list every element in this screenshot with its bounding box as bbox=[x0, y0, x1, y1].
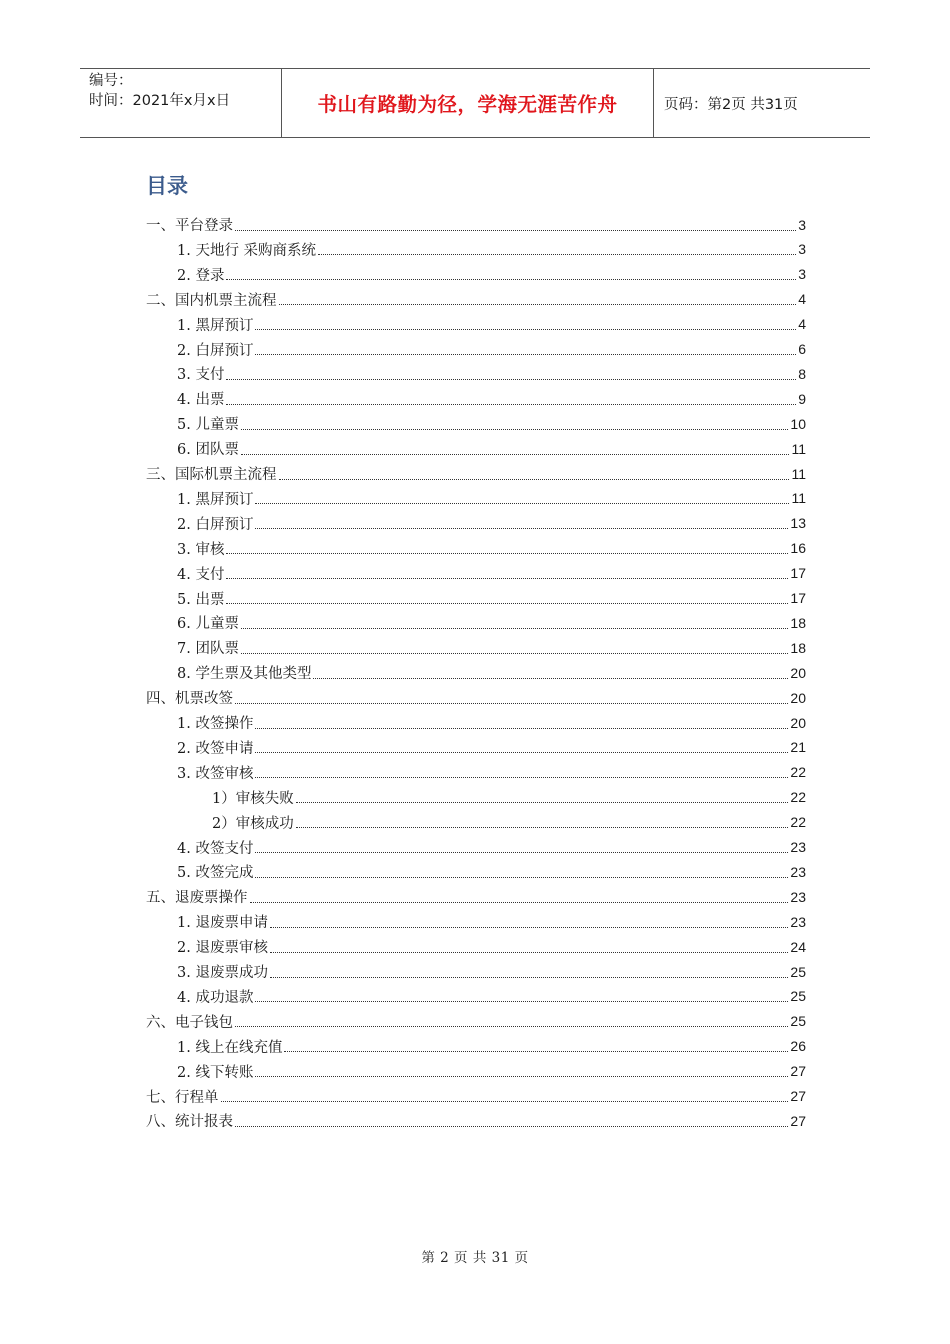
toc-entry[interactable] bbox=[177, 635, 806, 660]
toc-dot-leader bbox=[255, 851, 788, 853]
toc-entry[interactable] bbox=[177, 586, 806, 611]
toc-entry-label: 6. 儿童票 bbox=[177, 616, 239, 633]
toc-entry-page: 4 bbox=[798, 316, 806, 333]
toc-entry-page: 24 bbox=[790, 938, 806, 955]
header-motto: 书山有路勤为径，学海无涯苦作舟 bbox=[281, 69, 654, 137]
toc-entry-page: 9 bbox=[798, 390, 806, 407]
toc-entry-label: 6. 团队票 bbox=[177, 442, 239, 459]
toc-entry-page: 25 bbox=[790, 1013, 806, 1030]
toc-entry[interactable] bbox=[146, 461, 806, 486]
toc-entry-page: 27 bbox=[790, 1112, 806, 1129]
toc-entry-label: 5. 出票 bbox=[177, 591, 225, 608]
toc-dot-leader bbox=[255, 776, 788, 778]
document-number-label: 编号： bbox=[89, 73, 133, 89]
toc-entry[interactable] bbox=[177, 710, 806, 735]
toc-entry-page: 21 bbox=[790, 739, 806, 756]
toc-entry-page: 11 bbox=[791, 465, 806, 482]
toc-entry-page: 23 bbox=[790, 913, 806, 930]
toc-entry-label: 八、统计报表 bbox=[146, 1114, 233, 1131]
toc-entry[interactable] bbox=[177, 934, 806, 959]
toc-entry[interactable] bbox=[177, 610, 806, 635]
toc-dot-leader bbox=[235, 702, 788, 704]
toc-entry-label: 1. 线上在线充值 bbox=[177, 1039, 283, 1056]
toc-dot-leader bbox=[270, 976, 788, 978]
toc-entry-page: 8 bbox=[798, 365, 806, 382]
toc-entry[interactable] bbox=[146, 1108, 806, 1133]
toc-entry[interactable] bbox=[146, 287, 806, 312]
toc-dot-leader bbox=[284, 1050, 788, 1052]
toc-dot-leader bbox=[255, 727, 788, 729]
toc-entry[interactable] bbox=[146, 685, 806, 710]
toc-entry[interactable] bbox=[177, 561, 806, 586]
toc-dot-leader bbox=[318, 253, 796, 255]
toc-entry-label: 8. 学生票及其他类型 bbox=[177, 666, 312, 683]
toc-dot-leader bbox=[255, 353, 796, 355]
toc-entry-label: 六、电子钱包 bbox=[146, 1014, 233, 1031]
toc-entry-label: 二、国内机票主流程 bbox=[146, 292, 277, 309]
toc-dot-leader bbox=[255, 328, 796, 330]
toc-entry-page: 20 bbox=[790, 714, 806, 731]
toc-dot-leader bbox=[255, 876, 788, 878]
toc-dot-leader bbox=[270, 926, 788, 928]
toc-entry-label: 1. 退废票申请 bbox=[177, 915, 268, 932]
toc-entry[interactable] bbox=[177, 909, 806, 934]
toc-entry-label: 一、平台登录 bbox=[146, 218, 233, 234]
page-footer: 第 2 页 共 31 页 bbox=[421, 1250, 529, 1266]
toc-entry-label: 2. 登录 bbox=[177, 267, 225, 284]
header-page-info: 页码：第2页 共31页 bbox=[664, 96, 798, 113]
toc-dot-leader bbox=[241, 627, 788, 629]
toc-entry[interactable] bbox=[177, 386, 806, 411]
toc-entry-page: 18 bbox=[790, 614, 806, 631]
toc-entry-label: 2. 白屏预订 bbox=[177, 342, 254, 359]
toc-title: 目录 bbox=[146, 174, 188, 198]
toc-entry[interactable] bbox=[177, 835, 806, 860]
toc-entry-page: 20 bbox=[790, 664, 806, 681]
toc-entry-label: 2. 白屏预订 bbox=[177, 516, 254, 533]
toc-dot-leader bbox=[279, 478, 790, 480]
toc-entry-label: 五、退废票操作 bbox=[146, 890, 248, 907]
header-meta bbox=[80, 69, 281, 137]
toc-dot-leader bbox=[235, 229, 796, 231]
toc-dot-leader bbox=[255, 751, 788, 753]
toc-entry-page: 6 bbox=[798, 341, 806, 357]
toc-entry-label: 2. 改签申请 bbox=[177, 740, 254, 757]
toc-entry[interactable] bbox=[177, 1034, 806, 1059]
toc-dot-leader bbox=[226, 403, 796, 405]
toc-dot-leader bbox=[255, 1075, 788, 1077]
toc-entry-page: 20 bbox=[790, 689, 806, 706]
page-header bbox=[80, 68, 870, 138]
toc-entry-label: 7. 团队票 bbox=[177, 641, 239, 658]
toc-entry-page: 22 bbox=[790, 789, 806, 806]
toc-entry-page: 22 bbox=[790, 764, 806, 781]
toc-dot-leader bbox=[279, 303, 797, 305]
toc-entry[interactable] bbox=[212, 785, 806, 810]
toc-dot-leader bbox=[241, 453, 790, 455]
toc-entry-label: 2. 线下转账 bbox=[177, 1064, 254, 1081]
toc-entry-label: 1）审核失败 bbox=[212, 790, 294, 807]
toc-entry[interactable] bbox=[146, 1009, 806, 1034]
toc-entry-page: 13 bbox=[790, 515, 806, 532]
toc-dot-leader bbox=[255, 527, 788, 529]
toc-entry-label: 三、国际机票主流程 bbox=[146, 467, 277, 483]
toc-entry-label: 3. 退废票成功 bbox=[177, 965, 268, 981]
toc-entry-page: 3 bbox=[798, 241, 806, 258]
toc-entry-label: 四、机票改签 bbox=[146, 691, 233, 708]
toc-entry[interactable] bbox=[146, 1084, 806, 1109]
toc-entry-page: 11 bbox=[791, 440, 806, 457]
toc-dot-leader bbox=[221, 1100, 789, 1102]
toc-entry-label: 5. 改签完成 bbox=[177, 865, 254, 882]
toc-entry[interactable] bbox=[177, 984, 806, 1009]
toc-entry-label: 4. 改签支付 bbox=[177, 840, 254, 857]
toc-entry[interactable] bbox=[177, 486, 806, 511]
toc-entry-page: 17 bbox=[790, 565, 806, 582]
toc-entry-page: 16 bbox=[790, 540, 806, 557]
toc-dot-leader bbox=[296, 801, 789, 803]
toc-entry-label: 2. 退废票审核 bbox=[177, 940, 268, 957]
toc-dot-leader bbox=[226, 552, 788, 554]
toc-entry-page: 25 bbox=[790, 963, 806, 980]
toc-entry[interactable] bbox=[177, 735, 806, 760]
toc-entry[interactable] bbox=[212, 810, 806, 835]
toc-entry[interactable] bbox=[177, 411, 806, 436]
toc-entry-label: 1. 天地行 采购商系统 bbox=[177, 242, 317, 259]
toc-dot-leader bbox=[241, 652, 788, 654]
toc-dot-leader bbox=[270, 951, 788, 953]
toc-dot-leader bbox=[250, 901, 789, 903]
toc-entry-page: 23 bbox=[790, 839, 806, 855]
toc-dot-leader bbox=[296, 826, 789, 828]
toc-entry-page: 18 bbox=[790, 639, 806, 656]
toc-entry[interactable] bbox=[177, 312, 806, 337]
toc-dot-leader bbox=[235, 1025, 788, 1027]
toc-entry[interactable] bbox=[177, 337, 806, 362]
toc-entry-label: 1. 黑屏预订 bbox=[177, 317, 254, 334]
toc-entry-label: 七、行程单 bbox=[146, 1089, 219, 1106]
toc-dot-leader bbox=[241, 428, 788, 430]
toc-entry-label: 4. 成功退款 bbox=[177, 989, 254, 1006]
toc-entry-label: 5. 儿童票 bbox=[177, 417, 239, 434]
toc-entry[interactable] bbox=[177, 1059, 806, 1084]
toc-entry[interactable] bbox=[177, 511, 806, 536]
toc-dot-leader bbox=[313, 677, 788, 679]
toc-entry[interactable] bbox=[177, 959, 806, 984]
toc-entry-label: 1. 黑屏预订 bbox=[177, 491, 254, 508]
toc-entry-page: 4 bbox=[798, 291, 806, 308]
toc-entry[interactable] bbox=[177, 859, 806, 884]
toc-entry-page: 3 bbox=[798, 266, 806, 283]
toc-entry[interactable] bbox=[177, 262, 806, 287]
toc-dot-leader bbox=[226, 577, 788, 579]
toc-entry[interactable] bbox=[177, 436, 806, 461]
toc-entry-label: 4. 出票 bbox=[177, 392, 225, 409]
toc-entry-page: 11 bbox=[791, 490, 806, 507]
toc-entry-page: 23 bbox=[790, 863, 806, 880]
toc-entry-page: 10 bbox=[790, 415, 806, 432]
toc-entry-label: 3. 改签审核 bbox=[177, 765, 254, 782]
toc-entry[interactable] bbox=[146, 212, 806, 237]
toc-entry[interactable] bbox=[177, 760, 806, 785]
toc-entry-label: 3. 支付 bbox=[177, 367, 225, 384]
toc-entry[interactable] bbox=[177, 660, 806, 685]
toc-entry-page: 26 bbox=[790, 1038, 806, 1055]
document-date: 时间：2021年x月x日 bbox=[89, 93, 231, 109]
toc-entry-page: 27 bbox=[790, 1063, 806, 1080]
toc-dot-leader bbox=[226, 378, 796, 380]
toc-entry[interactable] bbox=[177, 237, 806, 262]
toc-dot-leader bbox=[226, 602, 788, 604]
toc-entry-page: 22 bbox=[790, 814, 806, 831]
toc-entry-page: 23 bbox=[790, 888, 806, 905]
toc-entry-label: 2）审核成功 bbox=[212, 815, 294, 832]
toc-entry-label: 3. 审核 bbox=[177, 541, 225, 558]
toc-entry[interactable] bbox=[146, 884, 806, 909]
toc-entry-label: 1. 改签操作 bbox=[177, 716, 254, 732]
toc-dot-leader bbox=[255, 1000, 788, 1002]
toc-entry-page: 27 bbox=[790, 1088, 806, 1104]
toc-entry[interactable] bbox=[177, 361, 806, 386]
toc-dot-leader bbox=[235, 1125, 788, 1127]
toc-entry-page: 3 bbox=[798, 216, 806, 233]
toc-dot-leader bbox=[255, 502, 789, 504]
toc-entry-page: 25 bbox=[790, 988, 806, 1005]
toc-entry[interactable] bbox=[177, 536, 806, 561]
toc-entry-page: 17 bbox=[790, 590, 806, 606]
toc-entry-label: 4. 支付 bbox=[177, 566, 225, 583]
toc-dot-leader bbox=[226, 278, 796, 280]
